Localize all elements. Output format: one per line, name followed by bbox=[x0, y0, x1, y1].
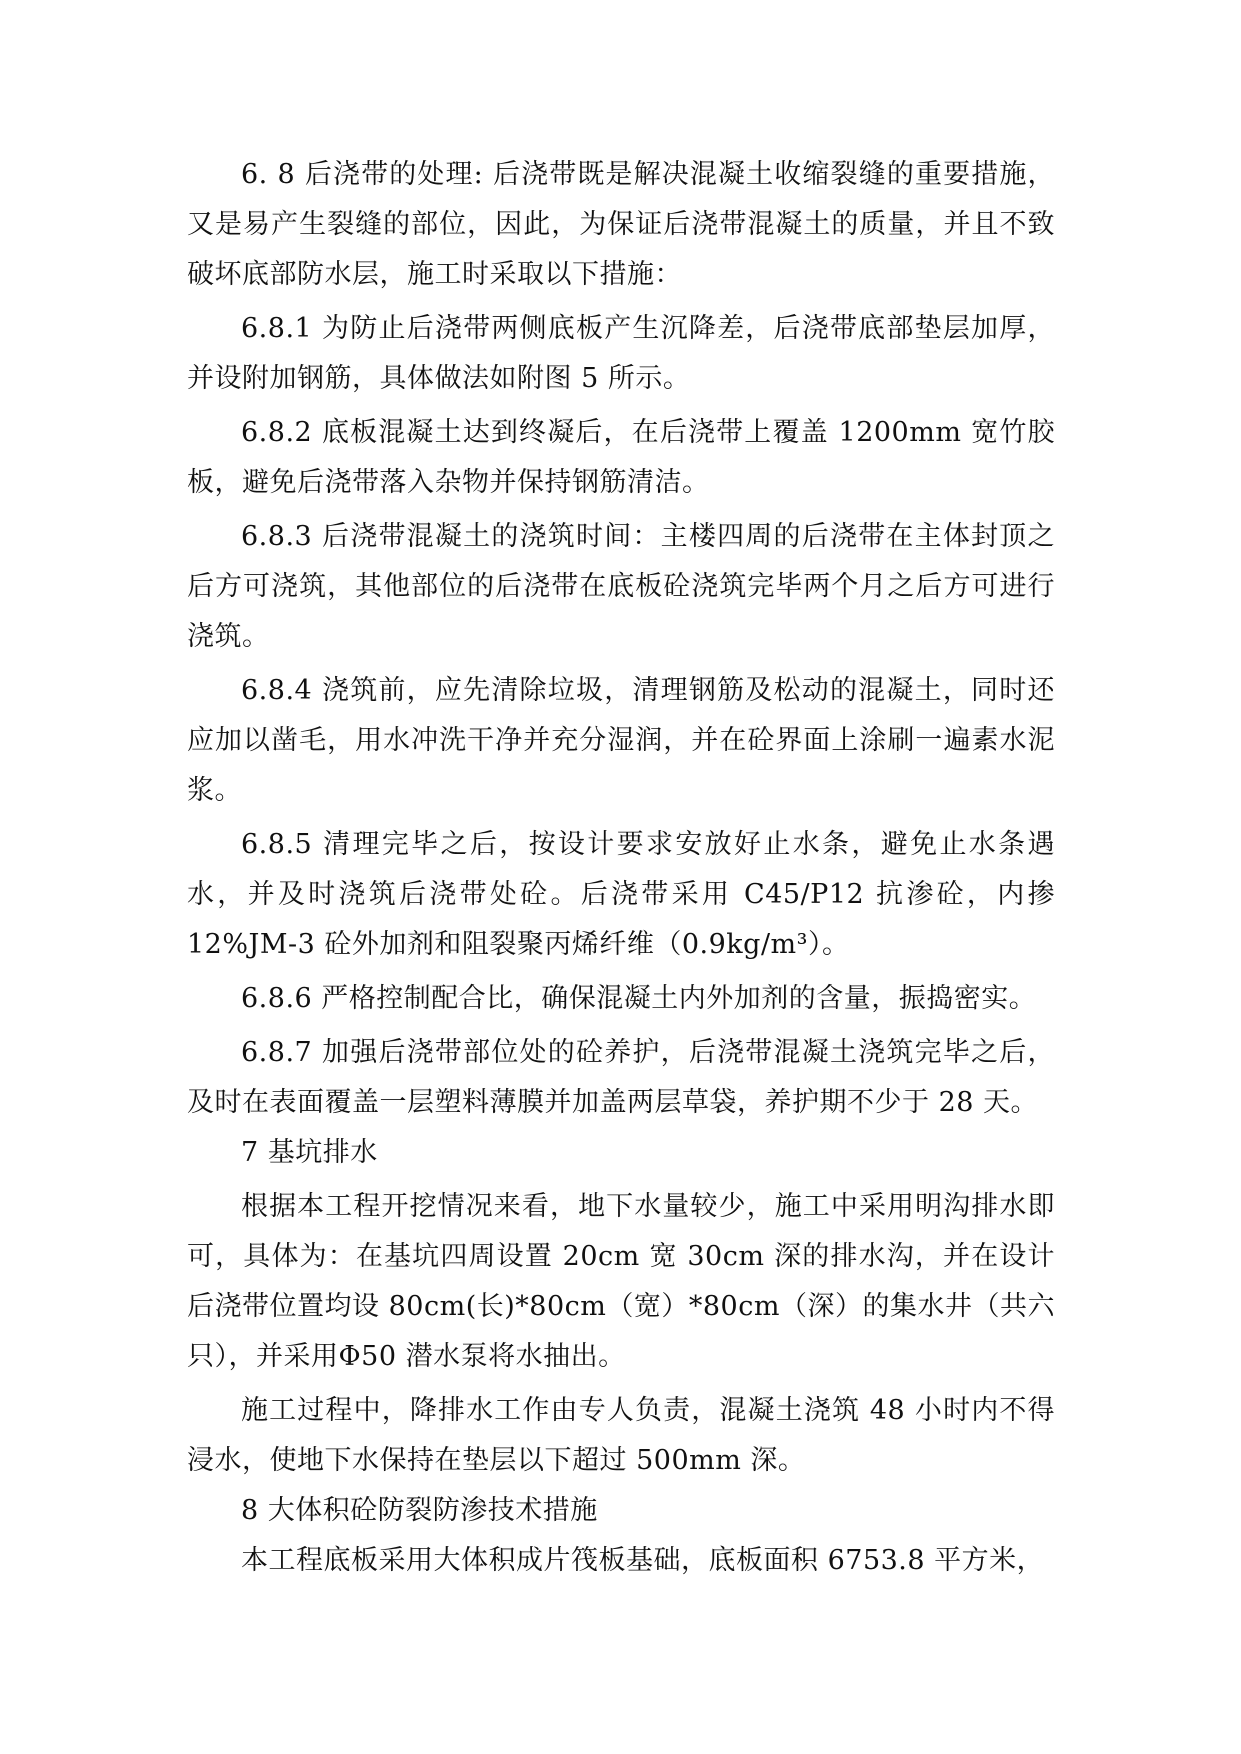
section-heading-7: 7 基坑排水 bbox=[241, 1137, 378, 1168]
paragraph-6-8-1: 6.8.1 为防止后浇带两侧底板产生沉降差，后浇带底部垫层加厚，并设附加钢筋，具体做法如附图 5 所示。 bbox=[187, 313, 1055, 394]
document-body bbox=[187, 150, 1055, 1586]
paragraph-drainage: 根据本工程开挖情况来看，地下水量较少，施工中采用明沟排水即可，具体为：在基坑四周设置 20cm 宽 30cm 深的排水沟，并在设计后浇带位置均设 80cm(长)*80cm（宽）*80cm（深）的集水井（共六只），并采用Φ50 潜水泵将水抽出。 bbox=[187, 1191, 1055, 1372]
paragraph-6-8-6: 6.8.6 严格控制配合比，确保混凝土内外加剂的含量，振捣密实。 bbox=[241, 983, 1037, 1014]
paragraph-6-8-3: 6.8.3 后浇带混凝土的浇筑时间：主楼四周的后浇带在主体封顶之后方可浇筑，其他部位的后浇带在底板砼浇筑完毕两个月之后方可进行浇筑。 bbox=[187, 521, 1055, 652]
paragraph-6-8-4: 6.8.4 浇筑前，应先清除垃圾，清理钢筋及松动的混凝土，同时还应加以凿毛，用水冲洗干净并充分湿润，并在砼界面上涂刷一遍素水泥浆。 bbox=[187, 675, 1055, 806]
paragraph-dewatering: 施工过程中，降排水工作由专人负责，混凝土浇筑 48 小时内不得浸水，使地下水保持在垫层以下超过 500mm 深。 bbox=[187, 1395, 1055, 1476]
section-heading-8: 8 大体积砼防裂防渗技术措施 bbox=[241, 1495, 598, 1526]
paragraph-6-8-7: 6.8.7 加强后浇带部位处的砼养护，后浇带混凝土浇筑完毕之后，及时在表面覆盖一层塑料薄膜并加盖两层草袋，养护期不少于 28 天。 bbox=[187, 1037, 1055, 1118]
paragraph-6-8: 6. 8 后浇带的处理: 后浇带既是解决混凝土收缩裂缝的重要措施，又是易产生裂缝的部位，因此，为保证后浇带混凝土的质量，并且不致破坏底部防水层，施工时采取以下措施： bbox=[187, 159, 1055, 290]
paragraph-mass-concrete: 本工程底板采用大体积成片筏板基础，底板面积 6753.8 平方米， bbox=[241, 1545, 1045, 1576]
paragraph-6-8-5: 6.8.5 清理完毕之后，按设计要求安放好止水条，避免止水条遇水，并及时浇筑后浇带处砼。后浇带采用 C45/P12 抗渗砼，内掺 12%JM-3 砼外加剂和阻裂聚丙烯纤维（0.9kg/m³）。 bbox=[187, 829, 1055, 960]
paragraph-6-8-2: 6.8.2 底板混凝土达到终凝后，在后浇带上覆盖 1200mm 宽竹胶板，避免后浇带落入杂物并保持钢筋清洁。 bbox=[187, 417, 1055, 498]
